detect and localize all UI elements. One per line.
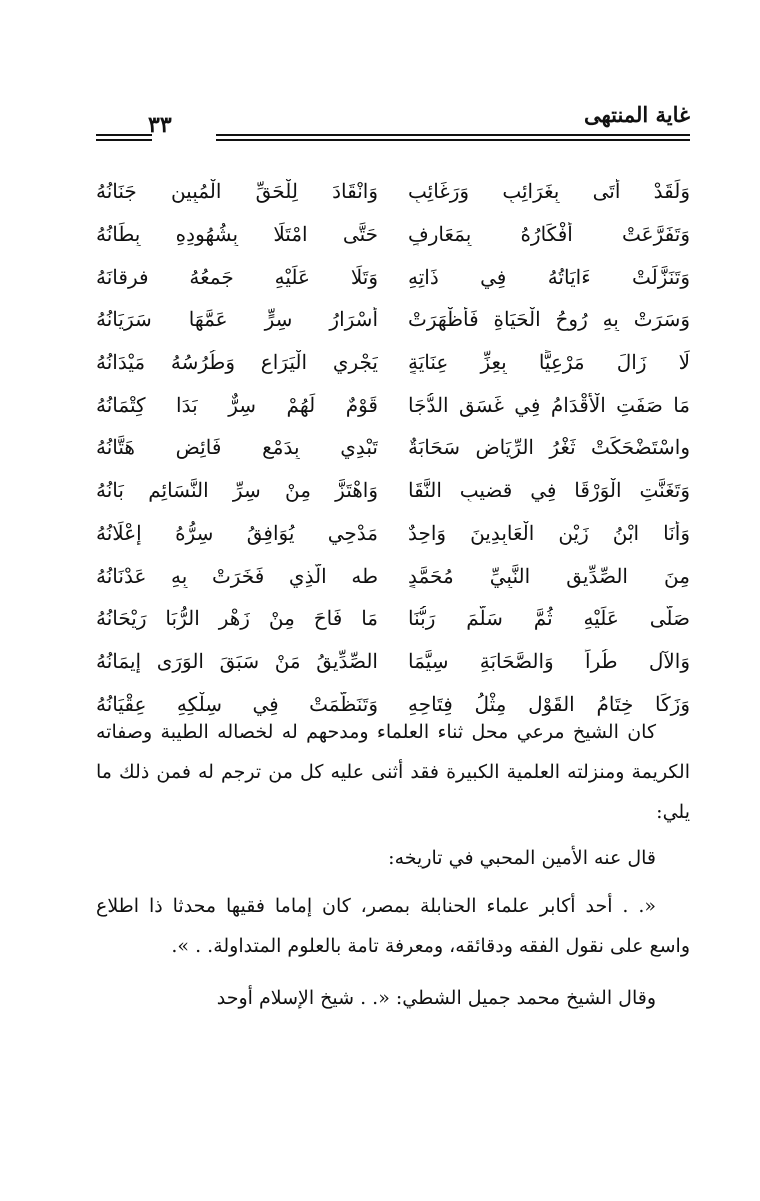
verse-13-second-hemistich: وَتَنَظَّمَتْ فِي سِلْكِهِ عِقْيَانُهُ	[96, 691, 378, 716]
verse-3-second-hemistich: وَتَلَا عَلَيْهِ جَمعُهُ فرقانَهُ	[96, 264, 378, 289]
page-header	[96, 96, 690, 148]
verse-2-first-hemistich: وَتَفَرَّعَتْ أَفْكَارُهُ بِمَعَارِفٍ	[408, 222, 690, 247]
verse-1-second-hemistich: وَانْقَادَ لِلْحَقِّ الْمُبِينِ جَنَانُهُ	[96, 179, 378, 204]
verse-5-second-hemistich: يَجْرِي الْيَرَاعِ وَطُرُسُهُ مَيْدَانُهُ	[96, 350, 378, 375]
verse-7-second-hemistich: تَبْدِي بِدَمْعٍ فَائِضٍ هَتَّانُهُ	[96, 435, 378, 460]
verse-12-second-hemistich: الصِّدِّيقُ مَنْ سَبَقَ الوَرَى إِيمَانُهُ	[96, 648, 378, 673]
verse-11	[96, 597, 690, 640]
attribution-shatti: وقال الشيخ محمد جميل الشطي: «. . شيخ الإسلام أوحد	[216, 987, 656, 1009]
verse-2-second-hemistich: حَتَّى امْتَلَا بِشُهُودِهِ بِطَانُهُ	[96, 222, 378, 247]
verse-2	[96, 213, 690, 256]
verse-3	[96, 255, 690, 298]
verse-6	[96, 383, 690, 426]
verse-12	[96, 640, 690, 683]
verse-8	[96, 469, 690, 512]
running-title: غاية المنتهى	[583, 102, 690, 127]
verse-10-first-hemistich: مِنَ الصِّدِّيقِ النَّبِيِّ مُحَمَّدٍ	[408, 563, 690, 588]
verse-10-second-hemistich: طه الَّذِي فَخَرَتْ بِهِ عَدْنَانُهُ	[96, 563, 378, 588]
verse-11-first-hemistich: صَلَّى عَلَيْهِ ثُمَّ سَلَّمَ رَبُّنَا	[408, 606, 690, 631]
prose-body	[96, 712, 690, 1018]
verse-4-first-hemistich: وَسَرَتْ بِهِ رُوحُ الْحَيَاةِ فَأَظْهَرَتْ	[408, 307, 690, 332]
verse-4-second-hemistich: أَسْرَارُ سِرٍّ عَمَّهَا سَرَيَانُهُ	[96, 307, 378, 332]
verse-10	[96, 554, 690, 597]
verse-4	[96, 298, 690, 341]
verse-7-first-hemistich: واسْتَضْحَكَتْ ثَغْرُ الرِّيَاضِ سَحَابَةٌ	[408, 435, 690, 460]
header-rule-short	[96, 134, 152, 141]
quote-muhibbi: «. . أحد أكابر علماء الحنابلة بمصر، كان إماما فقيها محدثا ذا اطلاع واسع على نقول الفقه ودقائقه، ومعرفة تامة بالعلوم المتداولة. . ».	[96, 895, 690, 957]
verse-9	[96, 512, 690, 555]
book-page	[96, 96, 690, 1156]
verse-9-second-hemistich: مَدْحِي يُوَافِقُ سِرُّهُ إِعْلَانُهُ	[96, 520, 378, 545]
attribution-muhibbi: قال عنه الأمين المحبي في تاريخه:	[388, 847, 656, 869]
verse-13-first-hemistich: وَزَكَا خِتَامُ القَوْلِ مِثْلُ فِتَاحِهِ	[408, 691, 690, 716]
verse-5	[96, 341, 690, 384]
verse-3-first-hemistich: وَتَنَزَّلَتْ ءَايَاتُهُ فِي ذَاتِهِ	[408, 264, 690, 289]
verse-1	[96, 170, 690, 213]
page-number: ٣٣	[148, 112, 172, 138]
intro-paragraph: كان الشيخ مرعي محل ثناء العلماء ومدحهم له لخصاله الطيبة وصفاته الكريمة ومنزلته العلمية الكبيرة فقد أثنى عليه كل من ترجم له فمن ذلك ما يلي:	[96, 721, 690, 823]
header-rule-long	[216, 134, 690, 141]
verse-6-second-hemistich: قَوْمٌ لَهُمْ سِرٌّ بَدَا كِتْمَانُهُ	[96, 392, 378, 417]
verse-12-first-hemistich: وَالآلِ طُراً وَالصَّحَابَةِ سِيَّمَا	[408, 648, 690, 673]
verse-8-first-hemistich: وَتَغَنَّتِ الْوَرْقَا فِي قضيبِ النَّقَا	[408, 478, 690, 503]
verse-5-first-hemistich: لَا زَالَ مَرْعِيًّا بِعِزِّ عِنَايَةٍ	[408, 350, 690, 375]
poem	[96, 170, 690, 725]
verse-11-second-hemistich: مَا فَاحَ مِنْ زَهْرِ الرُّبَا رَيْحَانُهُ	[96, 606, 378, 631]
verse-9-first-hemistich: وَأَنَا ابْنُ زَيْنِ الْعَابِدِينَ وَاحِدٌ	[408, 520, 690, 545]
verse-7	[96, 426, 690, 469]
verse-1-first-hemistich: وَلَقَدْ أَتَى بِغَرَائِبٍ وَرَغَائِبٍ	[408, 179, 690, 204]
verse-8-second-hemistich: وَاهْتَزَّ مِنْ سِرِّ النَّسَائِمِ بَانُهُ	[96, 478, 378, 503]
verse-6-first-hemistich: مَا صَفَتِ الْأَقْدَامُ فِي غَسَقِ الدُّجَا	[408, 392, 690, 417]
